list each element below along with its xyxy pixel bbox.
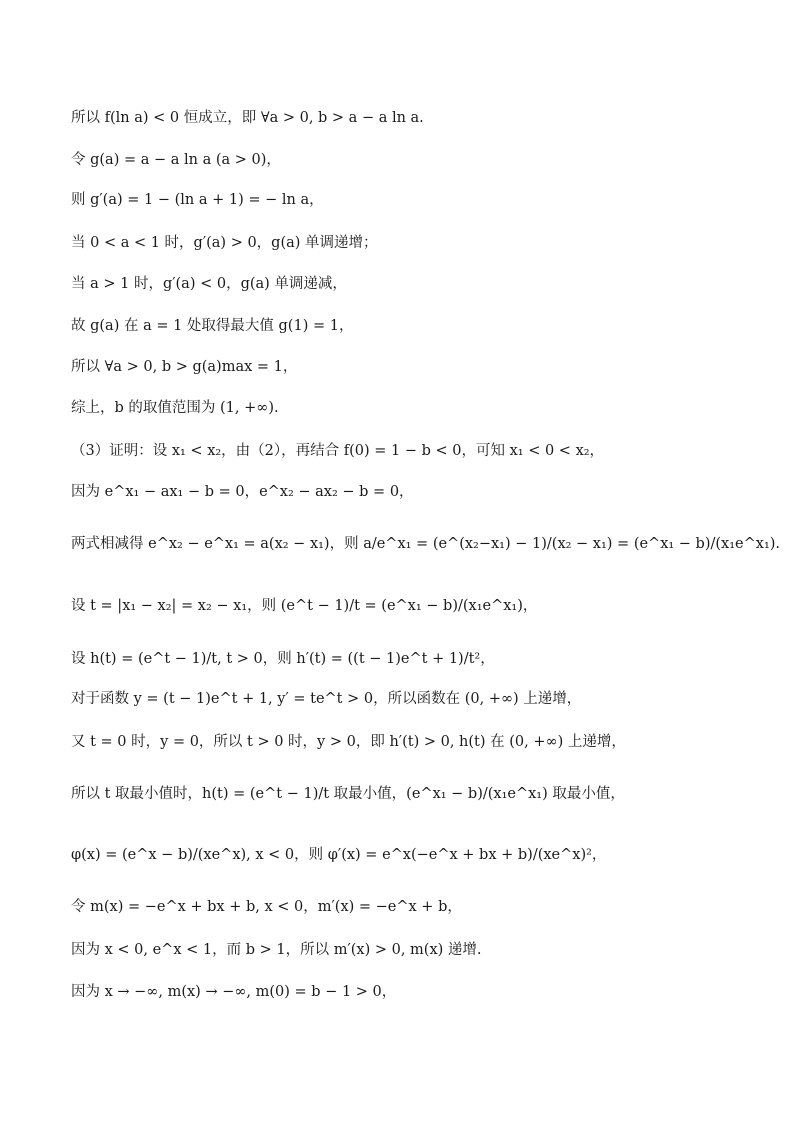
text-line: 当 a > 1 时，g′(a) < 0，g(a) 单调递减， [71, 276, 347, 292]
text-line: 所以 f(ln a) < 0 恒成立，即 ∀a > 0, b > a − a ln a. [71, 110, 424, 126]
text-line: 故 g(a) 在 a = 1 处取得最大值 g(1) = 1， [71, 318, 354, 334]
text-line: 所以 ∀a > 0, b > g(a)max = 1， [71, 359, 298, 375]
text-line: 因为 x < 0, e^x < 1，而 b > 1，所以 m′(x) > 0, m(x) 递增. [71, 942, 482, 958]
text-line: 则 g′(a) = 1 − (ln a + 1) = − ln a， [71, 192, 324, 208]
text-line: 令 m(x) = −e^x + bx + b, x < 0，m′(x) = −e^x + b， [71, 899, 462, 915]
text-line: 当 0 < a < 1 时，g′(a) > 0，g(a) 单调递增； [71, 235, 378, 251]
text-line: 对于函数 y = (t − 1)e^t + 1, y′ = te^t > 0，所以函数在 (0, +∞) 上递增， [71, 691, 582, 707]
text-line: 因为 x → −∞, m(x) → −∞, m(0) = b − 1 > 0， [71, 984, 397, 1000]
text-line: 因为 e^x₁ − ax₁ − b = 0，e^x₂ − ax₂ − b = 0， [71, 484, 414, 500]
text-line: φ(x) = (e^x − b)/(xe^x), x < 0，则 φ′(x) = e^x(−e^x + bx + b)/(xe^x)²， [71, 847, 607, 863]
text-line: （3）证明：设 x₁ < x₂，由（2），再结合 f(0) = 1 − b < 0，可知 x₁ < 0 < x₂， [71, 443, 605, 459]
text-line: 两式相减得 e^x₂ − e^x₁ = a(x₂ − x₁)，则 a/e^x₁ = (e^(x₂−x₁) − 1)/(x₂ − x₁) = (e^x₁ − b)/(x₁e^x₁). [71, 536, 781, 552]
text-line: 综上，b 的取值范围为 (1, +∞). [71, 400, 279, 416]
text-line: 设 t = |x₁ − x₂| = x₂ − x₁，则 (e^t − 1)/t = (e^x₁ − b)/(x₁e^x₁)， [71, 598, 538, 614]
text-line: 令 g(a) = a − a ln a (a > 0)， [71, 152, 281, 168]
text-line: 所以 t 取最小值时，h(t) = (e^t − 1)/t 取最小值，(e^x₁ − b)/(x₁e^x₁) 取最小值， [71, 786, 625, 802]
text-line: 设 h(t) = (e^t − 1)/t, t > 0，则 h′(t) = ((t − 1)e^t + 1)/t²， [71, 651, 495, 667]
text-line: 又 t = 0 时，y = 0，所以 t > 0 时，y > 0，即 h′(t) > 0, h(t) 在 (0, +∞) 上递增， [71, 734, 626, 750]
